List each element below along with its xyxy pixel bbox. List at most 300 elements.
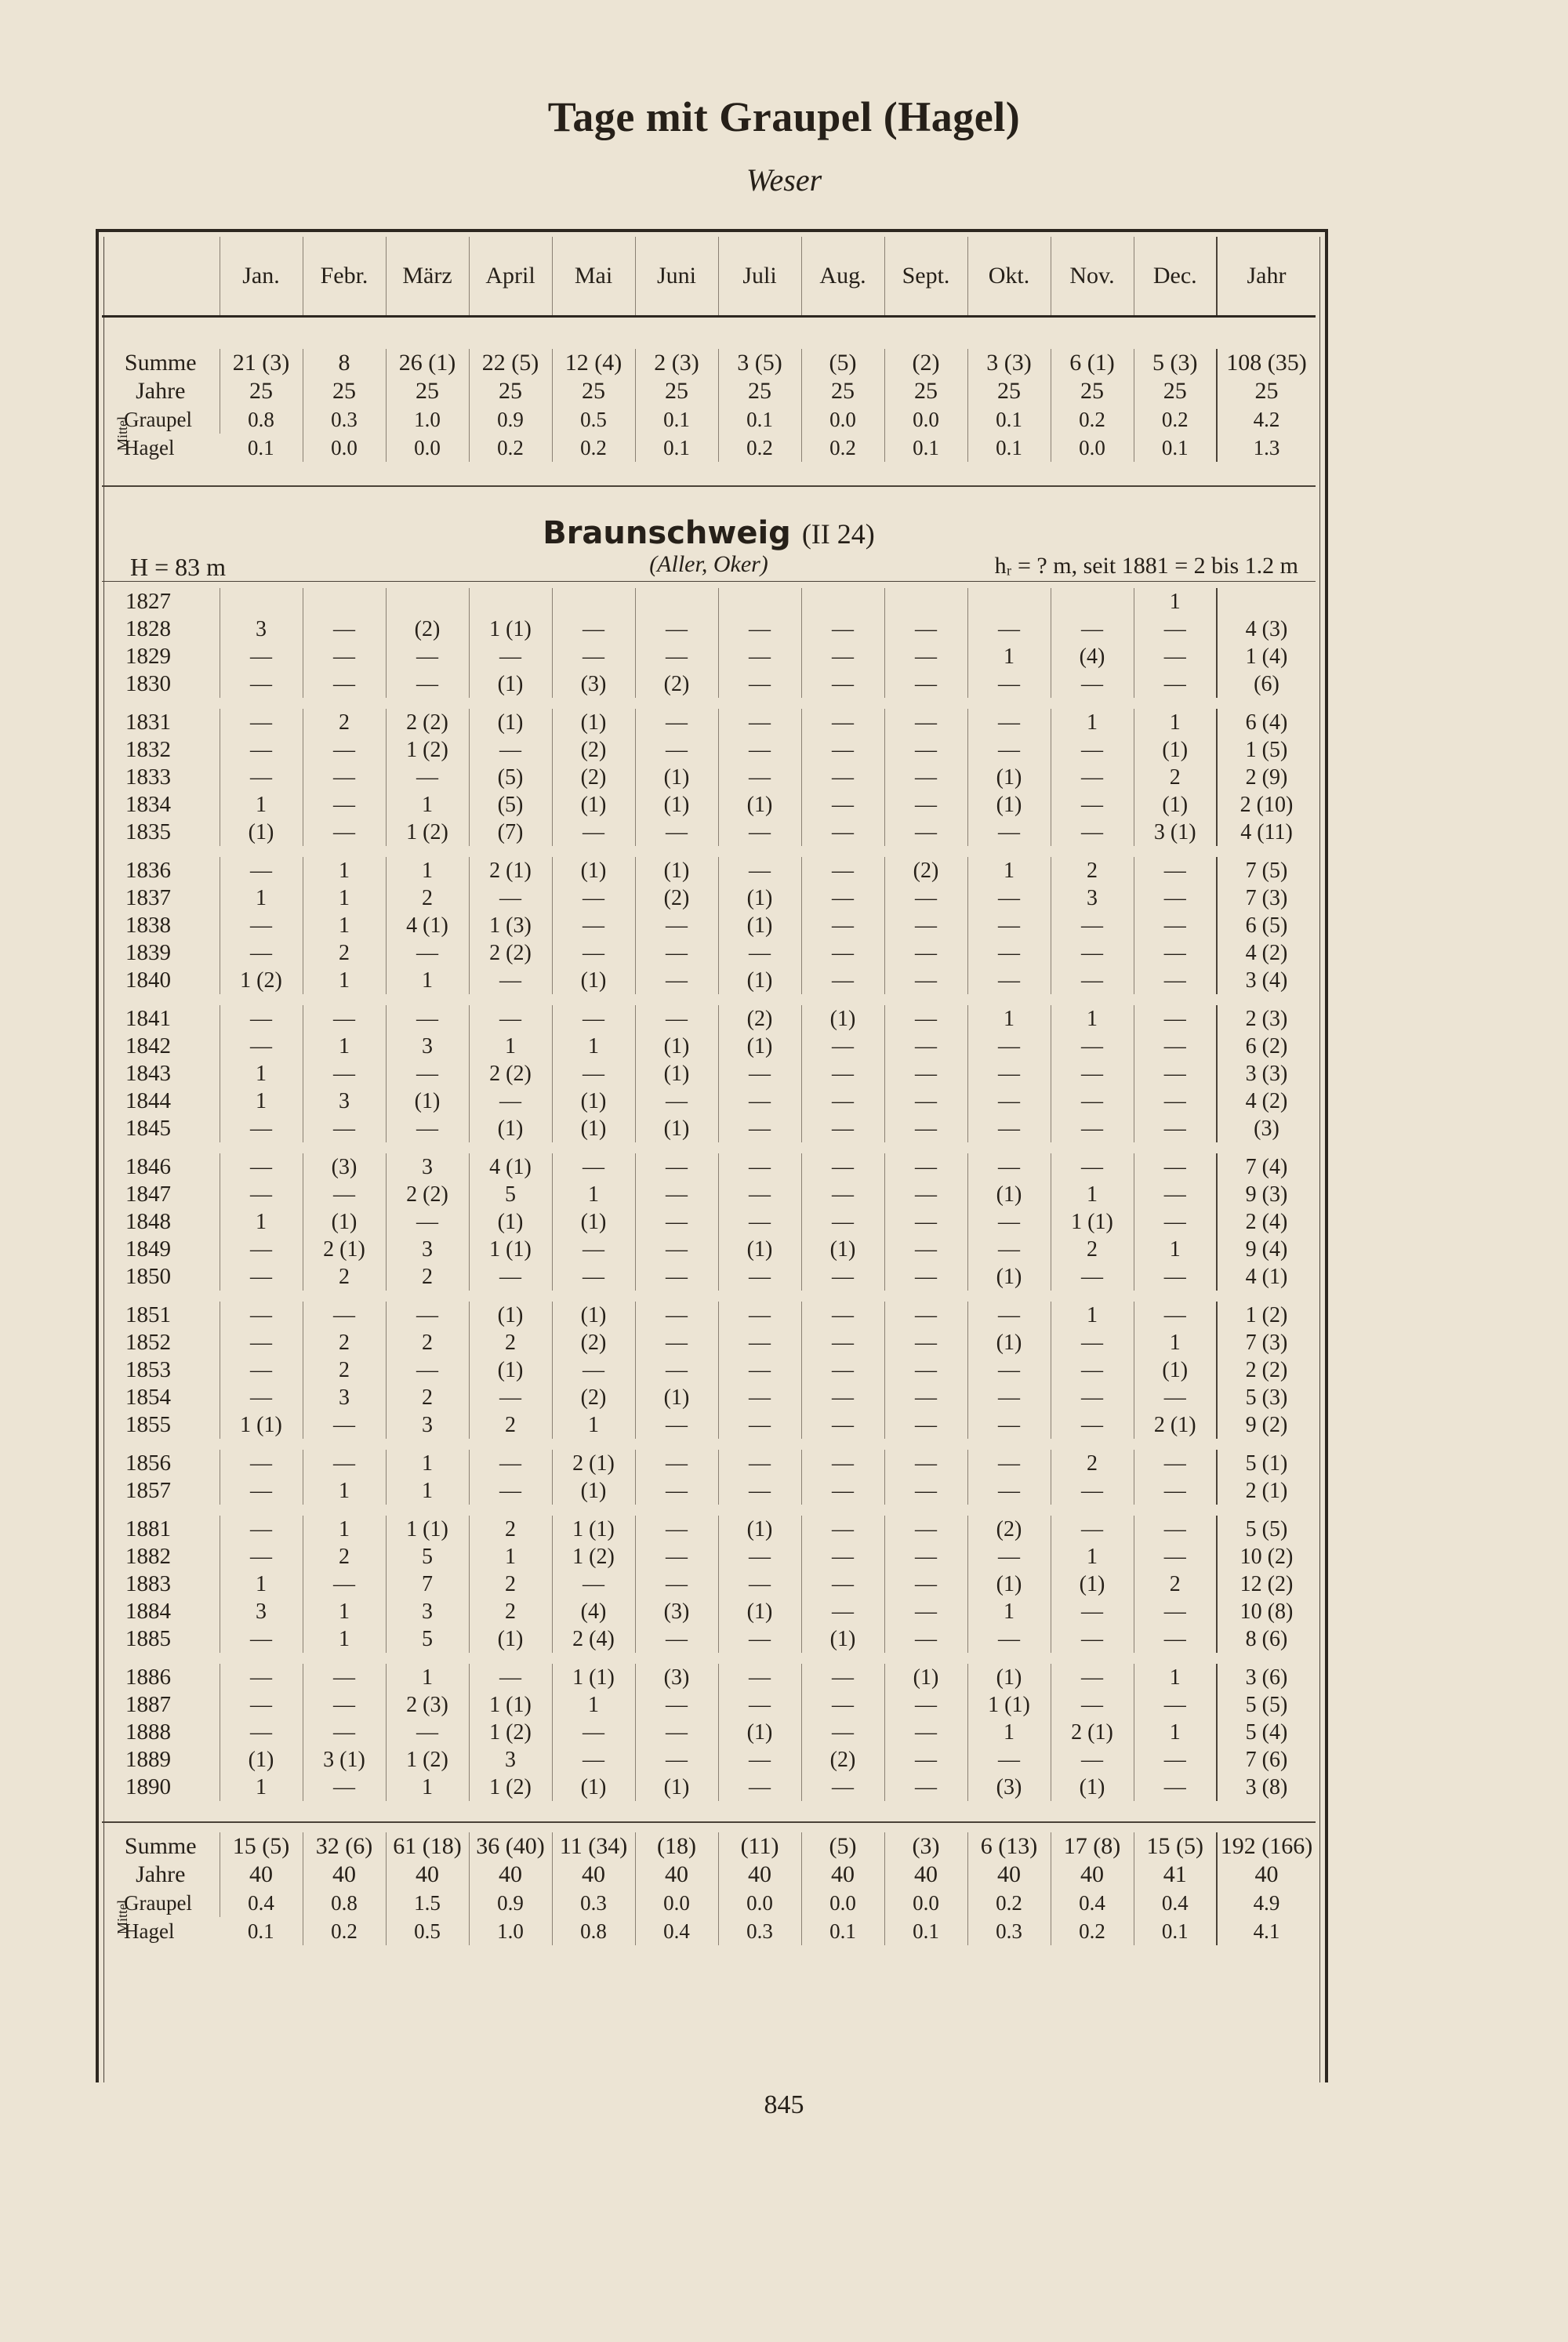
column-header: Mai: [552, 237, 635, 317]
frame-inner-right: [1319, 237, 1320, 2082]
data-cell: —: [635, 1087, 718, 1115]
summary-bottom-graupel-cell: 4.9: [1217, 1889, 1316, 1917]
data-cell: —: [303, 1181, 386, 1208]
data-cell: (5): [469, 764, 552, 791]
data-cell: —: [220, 912, 303, 939]
year-cell: 1884: [125, 1599, 171, 1624]
data-cell: 7 (3): [1217, 884, 1316, 912]
summary-bottom-summe-cell: (3): [884, 1832, 967, 1861]
summary-bottom-summe-cell: 15 (5): [220, 1832, 303, 1861]
group-gap: [102, 582, 1316, 589]
year-cell: 1847: [125, 1182, 171, 1207]
data-cell: [801, 588, 884, 615]
data-cell: —: [635, 1570, 718, 1598]
summary-bottom-hagel-cell: 1.0: [469, 1917, 552, 1945]
data-cell: —: [1051, 736, 1134, 764]
data-cell: —: [801, 1516, 884, 1543]
summary-bottom-jahre-cell: 40: [220, 1861, 303, 1889]
data-cell: 1 (1): [552, 1664, 635, 1691]
summary-top-jahre-cell: 25: [718, 377, 801, 405]
group-gap: [102, 994, 1316, 1005]
data-cell: 1: [1051, 1181, 1134, 1208]
table-row: [102, 1746, 1316, 1774]
data-cell: —: [801, 912, 884, 939]
data-cell: —: [884, 1263, 967, 1291]
data-cell: (1): [552, 709, 635, 736]
data-cell: —: [1051, 1384, 1134, 1411]
data-cell: —: [552, 1356, 635, 1384]
data-cell: —: [884, 1087, 967, 1115]
data-cell: —: [718, 1329, 801, 1356]
row-label: Summe: [124, 350, 197, 376]
data-cell: —: [635, 1477, 718, 1505]
data-cell: 1 (1): [1051, 1208, 1134, 1236]
year-cell: 1839: [125, 940, 171, 965]
data-cell: —: [635, 1302, 718, 1329]
data-cell: 1: [303, 1516, 386, 1543]
data-cell: 1: [303, 1598, 386, 1625]
data-cell: —: [801, 1153, 884, 1181]
summary-top-hagel-cell: 1.3: [1217, 434, 1316, 462]
summary-bottom-graupel-cell: 0.4: [220, 1889, 303, 1917]
group-gap: [102, 1439, 1316, 1450]
data-cell: —: [1134, 1746, 1217, 1774]
page-number: 845: [764, 2090, 804, 2119]
data-cell: 6 (5): [1217, 912, 1316, 939]
data-cell: —: [469, 1263, 552, 1291]
data-cell: (2): [884, 857, 967, 884]
data-cell: —: [220, 736, 303, 764]
data-cell: 1: [220, 791, 303, 819]
summary-bottom-graupel-cell: 0.4: [1051, 1889, 1134, 1917]
summary-top-graupel-cell: 0.2: [1134, 405, 1217, 434]
data-cell: —: [303, 1060, 386, 1087]
data-cell: —: [718, 857, 801, 884]
data-cell: 1 (5): [1217, 736, 1316, 764]
summary-bottom-hagel-cell: 0.4: [635, 1917, 718, 1945]
data-cell: (1): [552, 791, 635, 819]
summary-top-summe-cell: 108 (35): [1217, 349, 1316, 377]
group-gap: [102, 1142, 1316, 1153]
data-cell: —: [635, 643, 718, 670]
data-cell: —: [1051, 1625, 1134, 1653]
summary-top-jahre-cell: 25: [1051, 377, 1134, 405]
data-cell: [884, 588, 967, 615]
data-cell: 1: [386, 967, 469, 994]
data-cell: —: [801, 1774, 884, 1801]
summary-top-summe-cell: (2): [884, 349, 967, 377]
data-cell: (1): [967, 1664, 1051, 1691]
data-cell: —: [801, 1181, 884, 1208]
year-cell: 1832: [125, 737, 171, 762]
data-cell: (1): [469, 670, 552, 698]
data-cell: —: [1134, 912, 1217, 939]
data-cell: —: [718, 1746, 801, 1774]
data-cell: 1 (2): [220, 967, 303, 994]
column-header: Okt.: [967, 237, 1051, 317]
data-cell: —: [220, 1005, 303, 1033]
data-cell: —: [884, 615, 967, 643]
data-cell: 1: [552, 1181, 635, 1208]
data-cell: —: [1051, 1033, 1134, 1060]
data-cell: —: [967, 912, 1051, 939]
data-cell: —: [386, 939, 469, 967]
data-cell: —: [1051, 1356, 1134, 1384]
summary-top-graupel-cell: 0.1: [635, 405, 718, 434]
data-cell: 6 (4): [1217, 709, 1316, 736]
data-cell: (1): [967, 764, 1051, 791]
data-cell: —: [967, 615, 1051, 643]
station-hr: hᵣ = ? m, seit 1881 = 2 bis 1.2 m: [994, 553, 1298, 579]
data-cell: (2): [552, 1384, 635, 1411]
data-cell: 1: [220, 1087, 303, 1115]
data-cell: (2): [386, 615, 469, 643]
summary-bottom-summe-cell: 32 (6): [303, 1832, 386, 1861]
data-cell: —: [1051, 670, 1134, 698]
data-cell: 2 (1): [469, 857, 552, 884]
data-cell: —: [303, 1570, 386, 1598]
data-cell: —: [469, 643, 552, 670]
summary-bottom-graupel-cell: 0.2: [967, 1889, 1051, 1917]
data-cell: 2: [303, 1263, 386, 1291]
data-cell: 1: [552, 1411, 635, 1439]
data-cell: 1: [1134, 1236, 1217, 1263]
summary-top-hagel-cell: 0.1: [967, 434, 1051, 462]
data-cell: 2 (10): [1217, 791, 1316, 819]
data-cell: 1 (2): [552, 1543, 635, 1570]
summary-bottom-jahre-cell: 40: [967, 1861, 1051, 1889]
data-cell: 2: [1051, 1236, 1134, 1263]
data-cell: 1: [1134, 1719, 1217, 1746]
summary-bottom-jahre-cell: 41: [1134, 1861, 1217, 1889]
data-cell: —: [635, 1208, 718, 1236]
data-cell: —: [220, 1384, 303, 1411]
table-row: [102, 967, 1316, 994]
table-row: [102, 1208, 1316, 1236]
data-cell: 1: [1134, 588, 1217, 615]
data-cell: —: [220, 1477, 303, 1505]
summary-bottom-hagel-cell: 0.3: [718, 1917, 801, 1945]
data-cell: 5 (3): [1217, 1384, 1316, 1411]
data-cell: —: [386, 1005, 469, 1033]
data-cell: —: [386, 1115, 469, 1142]
summary-bottom-hagel-cell: 0.2: [303, 1917, 386, 1945]
data-cell: 1: [220, 1774, 303, 1801]
data-cell: [469, 588, 552, 615]
data-cell: [635, 588, 718, 615]
data-cell: 7 (6): [1217, 1746, 1316, 1774]
data-cell: —: [635, 1329, 718, 1356]
data-cell: (1): [718, 884, 801, 912]
data-cell: —: [884, 1598, 967, 1625]
column-header: Juli: [718, 237, 801, 317]
data-cell: (3): [635, 1598, 718, 1625]
data-cell: 1: [967, 1005, 1051, 1033]
data-cell: —: [967, 1236, 1051, 1263]
data-cell: [220, 588, 303, 615]
data-cell: —: [386, 1060, 469, 1087]
data-cell: 1: [967, 643, 1051, 670]
data-cell: —: [303, 1691, 386, 1719]
data-cell: —: [1134, 1181, 1217, 1208]
data-cell: 1 (1): [967, 1691, 1051, 1719]
data-cell: —: [220, 1691, 303, 1719]
data-cell: (3): [967, 1774, 1051, 1801]
data-cell: —: [884, 939, 967, 967]
data-cell: —: [884, 1329, 967, 1356]
summary-bottom-summe-cell: 192 (166): [1217, 1832, 1316, 1861]
data-cell: (1): [718, 1033, 801, 1060]
summary-bottom-jahre-cell: 40: [386, 1861, 469, 1889]
year-cell: 1845: [125, 1116, 171, 1141]
summary-top-hagel-cell: 0.0: [1051, 434, 1134, 462]
data-cell: —: [1051, 1691, 1134, 1719]
data-cell: —: [967, 1115, 1051, 1142]
data-cell: —: [220, 1329, 303, 1356]
data-cell: (1): [469, 709, 552, 736]
data-cell: 1 (2): [469, 1774, 552, 1801]
year-cell: 1854: [125, 1385, 171, 1410]
data-cell: —: [386, 1208, 469, 1236]
data-cell: 7 (4): [1217, 1153, 1316, 1181]
data-cell: —: [303, 1302, 386, 1329]
year-cell: 1829: [125, 644, 171, 669]
data-cell: 3 (3): [1217, 1060, 1316, 1087]
data-cell: 3: [220, 1598, 303, 1625]
table-row: [102, 912, 1316, 939]
data-cell: —: [801, 1356, 884, 1384]
data-cell: (1): [801, 1236, 884, 1263]
data-cell: —: [801, 1570, 884, 1598]
data-cell: 4 (11): [1217, 819, 1316, 846]
summary-top-summe-cell: 22 (5): [469, 349, 552, 377]
summary-bottom-hagel-cell: 0.1: [884, 1917, 967, 1945]
data-cell: (1): [1134, 1356, 1217, 1384]
data-cell: —: [801, 1087, 884, 1115]
data-cell: 7 (3): [1217, 1329, 1316, 1356]
summary-bottom-hagel-cell: 0.1: [1134, 1917, 1217, 1945]
data-cell: —: [718, 1115, 801, 1142]
data-cell: —: [967, 709, 1051, 736]
summary-bottom-summe-cell: 17 (8): [1051, 1832, 1134, 1861]
data-cell: —: [801, 1329, 884, 1356]
data-cell: —: [303, 819, 386, 846]
table-row: [102, 1691, 1316, 1719]
summary-bottom-jahre-cell: 40: [303, 1861, 386, 1889]
data-cell: —: [967, 670, 1051, 698]
station-name: Braunschweig: [543, 515, 791, 551]
table-row: [102, 1450, 1316, 1477]
data-cell: (2): [635, 670, 718, 698]
summary-top-jahre-cell: 25: [1217, 377, 1316, 405]
data-cell: —: [718, 819, 801, 846]
graupel-label: Graupel: [124, 1891, 192, 1915]
data-cell: —: [303, 643, 386, 670]
summary-bottom-summe-cell: 15 (5): [1134, 1832, 1217, 1861]
data-cell: 2: [386, 1263, 469, 1291]
data-cell: [303, 588, 386, 615]
data-cell: —: [1134, 643, 1217, 670]
data-cell: 1: [220, 884, 303, 912]
data-cell: —: [220, 1302, 303, 1329]
data-cell: —: [220, 1181, 303, 1208]
data-cell: 2 (4): [1217, 1208, 1316, 1236]
data-cell: (2): [552, 1329, 635, 1356]
data-cell: —: [884, 819, 967, 846]
data-cell: —: [552, 1746, 635, 1774]
data-cell: —: [1134, 967, 1217, 994]
data-cell: (1): [469, 1208, 552, 1236]
data-cell: —: [718, 1060, 801, 1087]
data-cell: 1: [303, 912, 386, 939]
data-cell: —: [635, 709, 718, 736]
data-cell: —: [220, 1236, 303, 1263]
data-cell: —: [1134, 939, 1217, 967]
data-cell: 3 (4): [1217, 967, 1316, 994]
data-cell: 2: [303, 939, 386, 967]
summary-top-hagel-cell: 0.0: [386, 434, 469, 462]
data-cell: 2 (1): [552, 1450, 635, 1477]
data-cell: 1: [386, 1477, 469, 1505]
data-cell: 1: [552, 1033, 635, 1060]
data-cell: (1): [552, 1115, 635, 1142]
data-cell: 3: [386, 1033, 469, 1060]
data-cell: —: [1134, 1516, 1217, 1543]
data-cell: (1): [469, 1302, 552, 1329]
data-cell: (1): [303, 1208, 386, 1236]
data-cell: 2 (3): [1217, 1005, 1316, 1033]
data-cell: —: [884, 1115, 967, 1142]
data-cell: —: [1134, 1263, 1217, 1291]
table-row: [102, 791, 1316, 819]
data-cell: 7: [386, 1570, 469, 1598]
year-cell: 1840: [125, 968, 171, 993]
data-cell: —: [801, 643, 884, 670]
data-cell: —: [1051, 819, 1134, 846]
data-cell: —: [801, 1033, 884, 1060]
data-cell: —: [1134, 1384, 1217, 1411]
data-cell: —: [635, 1450, 718, 1477]
summary-top-summe-cell: 3 (3): [967, 349, 1051, 377]
data-cell: —: [303, 1719, 386, 1746]
data-cell: (1): [469, 1356, 552, 1384]
data-cell: —: [469, 1450, 552, 1477]
data-cell: 2: [469, 1411, 552, 1439]
data-cell: —: [884, 1543, 967, 1570]
summary-bottom-summe-cell: 11 (34): [552, 1832, 635, 1861]
data-cell: —: [552, 884, 635, 912]
year-cell: 1849: [125, 1236, 171, 1262]
summary-top-hagel-row: [102, 434, 1316, 462]
data-cell: (4): [552, 1598, 635, 1625]
data-cell: —: [1134, 1153, 1217, 1181]
summary-top-graupel-row: [102, 405, 1316, 434]
data-cell: 2: [303, 709, 386, 736]
data-cell: —: [220, 1543, 303, 1570]
data-cell: —: [635, 1005, 718, 1033]
data-cell: —: [967, 1543, 1051, 1570]
data-cell: (1): [635, 857, 718, 884]
table-row: [102, 670, 1316, 698]
data-cell: [1217, 588, 1316, 615]
data-cell: 2 (1): [1134, 1411, 1217, 1439]
table-row: [102, 1384, 1316, 1411]
summary-bottom-summe-cell: (18): [635, 1832, 718, 1861]
data-cell: —: [718, 764, 801, 791]
data-cell: 3: [386, 1598, 469, 1625]
data-cell: 1: [552, 1691, 635, 1719]
data-cell: —: [884, 791, 967, 819]
summary-bottom-hagel-cell: 0.5: [386, 1917, 469, 1945]
data-cell: —: [303, 615, 386, 643]
data-cell: —: [220, 857, 303, 884]
summary-top-summe-cell: 2 (3): [635, 349, 718, 377]
data-cell: 1: [1134, 709, 1217, 736]
data-cell: —: [884, 1477, 967, 1505]
summary-top-jahre-cell: 25: [303, 377, 386, 405]
data-cell: (5): [469, 791, 552, 819]
summary-bottom-summe-cell: 61 (18): [386, 1832, 469, 1861]
data-cell: 1: [303, 967, 386, 994]
data-cell: 4 (1): [469, 1153, 552, 1181]
data-cell: —: [552, 1719, 635, 1746]
data-cell: 5 (5): [1217, 1516, 1316, 1543]
data-cell: 1 (1): [469, 615, 552, 643]
year-cell: 1844: [125, 1088, 171, 1113]
table-row: [102, 1356, 1316, 1384]
summary-top-graupel-cell: 0.8: [220, 405, 303, 434]
data-cell: —: [1134, 884, 1217, 912]
table-row: [102, 1153, 1316, 1181]
data-cell: —: [386, 764, 469, 791]
data-cell: 1: [220, 1060, 303, 1087]
data-cell: —: [801, 1411, 884, 1439]
data-cell: —: [884, 1356, 967, 1384]
data-cell: (1): [884, 1664, 967, 1691]
summary-top-hagel-cell: 0.0: [303, 434, 386, 462]
data-cell: —: [1051, 764, 1134, 791]
data-cell: 2 (9): [1217, 764, 1316, 791]
data-cell: —: [635, 1356, 718, 1384]
column-header: Jahr: [1217, 237, 1316, 317]
rule-row: [102, 1822, 1316, 1832]
data-cell: 1: [303, 884, 386, 912]
data-cell: —: [220, 1516, 303, 1543]
data-cell: 1: [386, 1664, 469, 1691]
data-cell: 2 (1): [303, 1236, 386, 1263]
data-cell: —: [635, 1625, 718, 1653]
data-cell: 1 (3): [469, 912, 552, 939]
data-cell: (2): [552, 736, 635, 764]
data-cell: 1: [220, 1570, 303, 1598]
row-label: [102, 405, 220, 462]
data-cell: —: [1134, 1033, 1217, 1060]
data-cell: —: [1134, 1691, 1217, 1719]
summary-top-jahre-cell: 25: [386, 377, 469, 405]
summary-bottom-summe-cell: (5): [801, 1832, 884, 1861]
summary-bottom-jahre-cell: 40: [552, 1861, 635, 1889]
data-cell: (3): [635, 1664, 718, 1691]
data-cell: —: [386, 1719, 469, 1746]
data-cell: 12 (2): [1217, 1570, 1316, 1598]
data-cell: 3: [386, 1411, 469, 1439]
data-cell: (1): [967, 1263, 1051, 1291]
data-cell: 2 (2): [1217, 1356, 1316, 1384]
data-cell: —: [801, 791, 884, 819]
group-gap: [102, 846, 1316, 857]
summary-bottom-hagel-cell: 0.1: [247, 1919, 274, 1943]
year-cell: 1850: [125, 1264, 171, 1289]
